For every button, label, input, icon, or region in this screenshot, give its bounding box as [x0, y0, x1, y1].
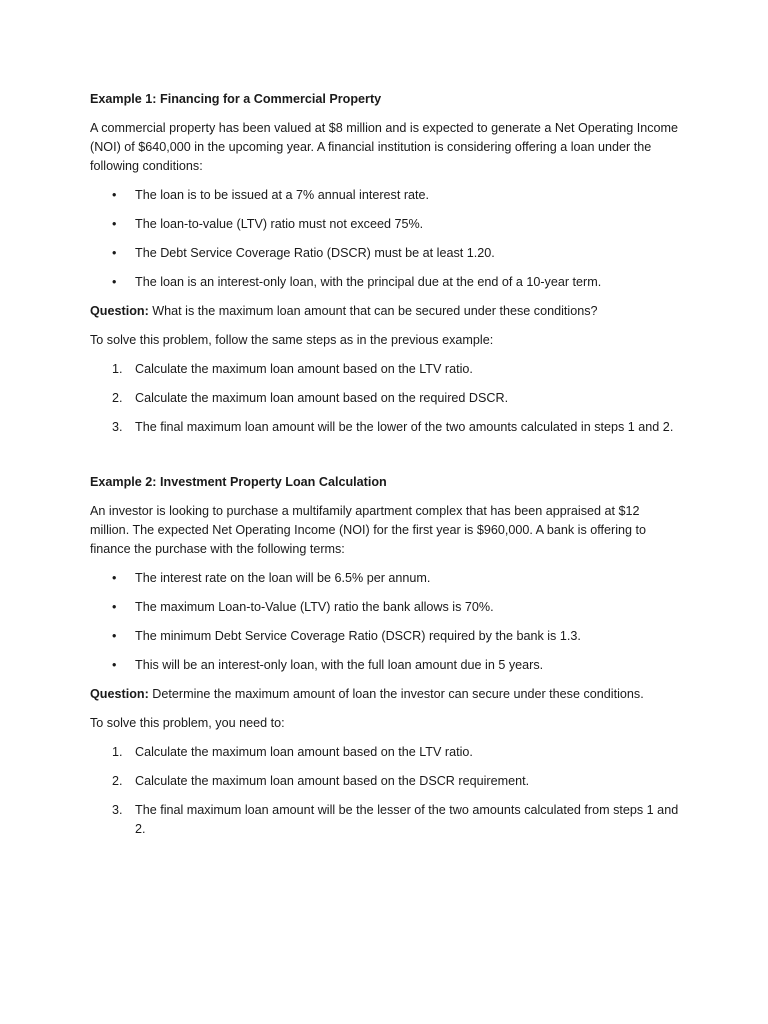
step-text: Calculate the maximum loan amount based on the required DSCR.	[135, 391, 509, 405]
bullet-marker: •	[112, 246, 117, 260]
step-text: Calculate the maximum loan amount based on the DSCR requirement.	[135, 774, 530, 788]
list-item	[90, 186, 680, 205]
bullet-marker: •	[112, 600, 117, 614]
example-1-title: Example 1: Financing for a Commercial Property	[90, 92, 382, 106]
condition-text: The interest rate on the loan will be 6.5% per annum.	[135, 571, 431, 585]
example-1-steps-intro: To solve this problem, follow the same steps as in the previous example:	[90, 333, 494, 347]
number-marker: 1.	[112, 745, 123, 759]
list-item	[90, 360, 680, 379]
step-text: Calculate the maximum loan amount based on the LTV ratio.	[135, 745, 473, 759]
example-2-title: Example 2: Investment Property Loan Calculation	[90, 475, 387, 489]
bullet-marker: •	[112, 275, 117, 289]
list-item	[90, 389, 680, 408]
example-1-question	[90, 302, 680, 321]
example-2-intro: An investor is looking to purchase a multifamily apartment complex that has been appraised at $12 million. The expected Net Operating Income (NOI) for the first year is $960,000. A bank is offering to finance the purchase with the following terms:	[90, 504, 647, 556]
condition-text: The maximum Loan-to-Value (LTV) ratio the bank allows is 70%.	[135, 600, 494, 614]
question-text: Determine the maximum amount of loan the investor can secure under these conditions.	[148, 687, 644, 701]
list-item	[90, 418, 680, 437]
step-text: Calculate the maximum loan amount based on the LTV ratio.	[135, 362, 473, 376]
number-marker: 3.	[112, 420, 123, 434]
example-1-conditions-list	[90, 186, 680, 292]
list-item	[90, 656, 680, 675]
number-marker: 1.	[112, 362, 123, 376]
number-marker: 3.	[112, 803, 123, 817]
list-item	[90, 627, 680, 646]
list-item	[90, 801, 680, 839]
question-label: Question:	[90, 304, 149, 318]
condition-text: The Debt Service Coverage Ratio (DSCR) must be at least 1.20.	[135, 246, 495, 260]
list-item	[90, 772, 680, 791]
bullet-marker: •	[112, 629, 117, 643]
condition-text: This will be an interest-only loan, with the full loan amount due in 5 years.	[135, 658, 544, 672]
list-item	[90, 743, 680, 762]
list-item	[90, 273, 680, 292]
condition-text: The loan is an interest-only loan, with the principal due at the end of a 10-year term.	[135, 275, 602, 289]
example-2-question	[90, 685, 680, 704]
example-2-steps-list	[90, 743, 680, 839]
condition-text: The loan-to-value (LTV) ratio must not exceed 75%.	[135, 217, 424, 231]
example-2-conditions-list	[90, 569, 680, 675]
question-text: What is the maximum loan amount that can be secured under these conditions?	[148, 304, 598, 318]
bullet-marker: •	[112, 188, 117, 202]
document-page	[90, 90, 680, 849]
condition-text: The loan is to be issued at a 7% annual interest rate.	[135, 188, 430, 202]
list-item	[90, 598, 680, 617]
question-label: Question:	[90, 687, 149, 701]
number-marker: 2.	[112, 774, 123, 788]
number-marker: 2.	[112, 391, 123, 405]
condition-text: The minimum Debt Service Coverage Ratio (DSCR) required by the bank is 1.3.	[135, 629, 581, 643]
list-item	[90, 215, 680, 234]
example-1-steps-list	[90, 360, 680, 437]
bullet-marker: •	[112, 217, 117, 231]
list-item	[90, 569, 680, 588]
step-text: The final maximum loan amount will be the lower of the two amounts calculated in steps 1 and 2.	[135, 420, 674, 434]
list-item	[90, 244, 680, 263]
section-spacer	[90, 447, 680, 473]
bullet-marker: •	[112, 658, 117, 672]
bullet-marker: •	[112, 571, 117, 585]
example-1-intro: A commercial property has been valued at $8 million and is expected to generate a Net Operating Income (NOI) of $640,000 in the upcoming year. A financial institution is considering offering a loan under the following conditions:	[90, 121, 679, 173]
step-text: The final maximum loan amount will be the lesser of the two amounts calculated from steps 1 and 2.	[135, 803, 679, 836]
example-2-steps-intro: To solve this problem, you need to:	[90, 716, 285, 730]
